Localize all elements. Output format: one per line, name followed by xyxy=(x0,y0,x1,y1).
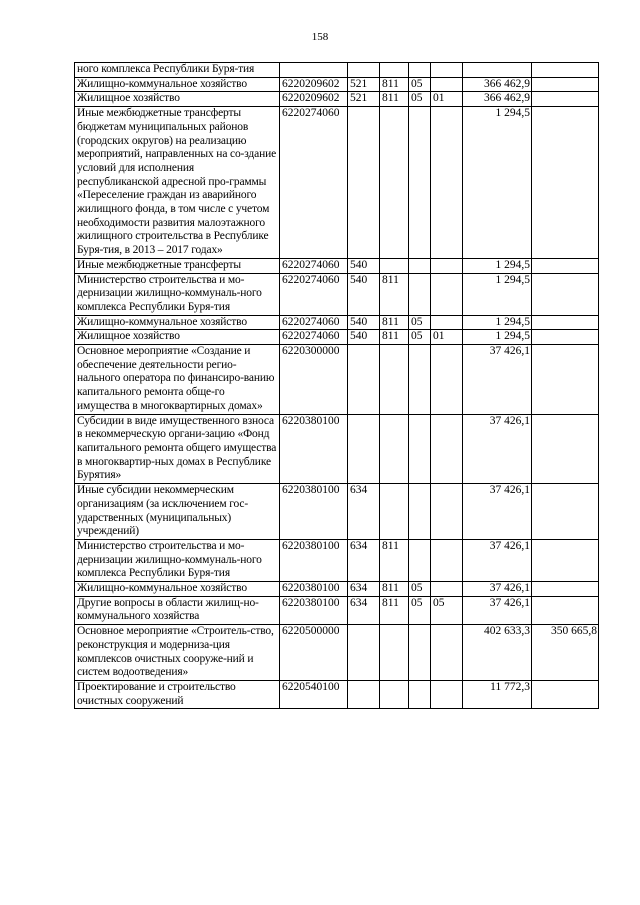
table-row xyxy=(75,484,599,540)
subsection-code-cell xyxy=(431,77,463,92)
subsection-code-cell: 01 xyxy=(431,330,463,345)
ministry-code-cell: 811 xyxy=(380,330,409,345)
section-code-cell xyxy=(409,273,431,315)
expense-type-code-cell xyxy=(348,107,380,259)
table-row xyxy=(75,680,599,708)
row-name-cell: Жилищно-коммунальное хозяйство xyxy=(75,77,280,92)
section-code-cell xyxy=(409,414,431,484)
amount-federal-cell xyxy=(532,330,599,345)
target-article-code-cell: 6220274060 xyxy=(280,107,348,259)
amount-cell: 402 633,3 xyxy=(463,625,532,681)
amount-federal-cell xyxy=(532,273,599,315)
page-number: 158 xyxy=(311,31,329,43)
amount-federal-cell: 350 665,8 xyxy=(532,625,599,681)
ministry-code-cell: 811 xyxy=(380,92,409,107)
budget-table xyxy=(74,62,599,709)
row-name-cell: Жилищное хозяйство xyxy=(75,92,280,107)
expense-type-code-cell: 521 xyxy=(348,77,380,92)
target-article-code-cell: 6220209602 xyxy=(280,92,348,107)
amount-cell: 37 426,1 xyxy=(463,345,532,415)
amount-federal-cell xyxy=(532,539,599,581)
expense-type-code-cell xyxy=(348,345,380,415)
target-article-code-cell: 6220540100 xyxy=(280,680,348,708)
expense-type-code-cell: 540 xyxy=(348,273,380,315)
section-code-cell xyxy=(409,107,431,259)
expense-type-code-cell: 540 xyxy=(348,315,380,330)
section-code-cell xyxy=(409,345,431,415)
amount-federal-cell xyxy=(532,680,599,708)
subsection-code-cell xyxy=(431,582,463,597)
amount-cell: 11 772,3 xyxy=(463,680,532,708)
amount-cell: 37 426,1 xyxy=(463,484,532,540)
amount-federal-cell xyxy=(532,414,599,484)
target-article-code-cell: 6220274060 xyxy=(280,258,348,273)
ministry-code-cell xyxy=(380,625,409,681)
section-code-cell: 05 xyxy=(409,92,431,107)
amount-federal-cell xyxy=(532,484,599,540)
target-article-code-cell xyxy=(280,63,348,78)
amount-federal-cell xyxy=(532,63,599,78)
row-name-cell: Жилищно-коммунальное хозяйство xyxy=(75,582,280,597)
subsection-code-cell: 05 xyxy=(431,596,463,624)
table-row xyxy=(75,92,599,107)
expense-type-code-cell xyxy=(348,63,380,78)
expense-type-code-cell: 634 xyxy=(348,582,380,597)
section-code-cell xyxy=(409,484,431,540)
ministry-code-cell xyxy=(380,345,409,415)
table-row xyxy=(75,107,599,259)
target-article-code-cell: 6220380100 xyxy=(280,539,348,581)
amount-cell: 1 294,5 xyxy=(463,107,532,259)
amount-cell: 366 462,9 xyxy=(463,92,532,107)
row-name-cell: Иные межбюджетные трансферты xyxy=(75,258,280,273)
amount-cell: 366 462,9 xyxy=(463,77,532,92)
table-row xyxy=(75,345,599,415)
target-article-code-cell: 6220209602 xyxy=(280,77,348,92)
amount-federal-cell xyxy=(532,582,599,597)
amount-cell: 1 294,5 xyxy=(463,315,532,330)
target-article-code-cell: 6220500000 xyxy=(280,625,348,681)
expense-type-code-cell: 521 xyxy=(348,92,380,107)
ministry-code-cell xyxy=(380,258,409,273)
section-code-cell: 05 xyxy=(409,77,431,92)
row-name-cell: Проектирование и строительство очистных сооружений xyxy=(75,680,280,708)
table-row xyxy=(75,414,599,484)
row-name-cell: Иные субсидии некоммерческим организациям (за исключением гос-ударственных (муниципальных) учреждений) xyxy=(75,484,280,540)
amount-federal-cell xyxy=(532,596,599,624)
subsection-code-cell xyxy=(431,63,463,78)
section-code-cell: 05 xyxy=(409,582,431,597)
section-code-cell: 05 xyxy=(409,315,431,330)
section-code-cell xyxy=(409,539,431,581)
section-code-cell xyxy=(409,625,431,681)
ministry-code-cell xyxy=(380,107,409,259)
target-article-code-cell: 6220380100 xyxy=(280,582,348,597)
row-name-cell: Жилищное хозяйство xyxy=(75,330,280,345)
amount-cell: 1 294,5 xyxy=(463,330,532,345)
expense-type-code-cell xyxy=(348,680,380,708)
ministry-code-cell xyxy=(380,680,409,708)
ministry-code-cell xyxy=(380,414,409,484)
table-body xyxy=(75,63,599,709)
ministry-code-cell xyxy=(380,484,409,540)
row-name-cell: ного комплекса Республики Буря-тия xyxy=(75,63,280,78)
target-article-code-cell: 6220274060 xyxy=(280,330,348,345)
expense-type-code-cell: 634 xyxy=(348,484,380,540)
subsection-code-cell xyxy=(431,414,463,484)
row-name-cell: Субсидии в виде имущественного взноса в некоммерческую органи-зацию «Фонд капитального ремонта общего имущества в многоквартир-ных домах в Республике Бурятия» xyxy=(75,414,280,484)
amount-cell: 37 426,1 xyxy=(463,414,532,484)
table-row xyxy=(75,315,599,330)
amount-federal-cell xyxy=(532,315,599,330)
expense-type-code-cell xyxy=(348,625,380,681)
section-code-cell xyxy=(409,680,431,708)
ministry-code-cell xyxy=(380,63,409,78)
table-row xyxy=(75,77,599,92)
expense-type-code-cell: 540 xyxy=(348,330,380,345)
target-article-code-cell: 6220380100 xyxy=(280,484,348,540)
row-name-cell: Министерство строительства и мо-дернизации жилищно-коммуналь-ного комплекса Республики Буря-тия xyxy=(75,539,280,581)
expense-type-code-cell: 634 xyxy=(348,596,380,624)
amount-federal-cell xyxy=(532,258,599,273)
target-article-code-cell: 6220380100 xyxy=(280,414,348,484)
expense-type-code-cell: 540 xyxy=(348,258,380,273)
ministry-code-cell: 811 xyxy=(380,582,409,597)
table-row xyxy=(75,596,599,624)
amount-cell: 37 426,1 xyxy=(463,539,532,581)
subsection-code-cell xyxy=(431,539,463,581)
row-name-cell: Основное мероприятие «Строитель-ство, реконструкция и модерниза-ция комплексов очистных сооруже-ний и систем водоотведения» xyxy=(75,625,280,681)
expense-type-code-cell xyxy=(348,414,380,484)
subsection-code-cell: 01 xyxy=(431,92,463,107)
amount-cell: 37 426,1 xyxy=(463,582,532,597)
section-code-cell: 05 xyxy=(409,596,431,624)
section-code-cell xyxy=(409,258,431,273)
section-code-cell: 05 xyxy=(409,330,431,345)
expense-type-code-cell: 634 xyxy=(348,539,380,581)
ministry-code-cell: 811 xyxy=(380,315,409,330)
subsection-code-cell xyxy=(431,107,463,259)
target-article-code-cell: 6220274060 xyxy=(280,273,348,315)
amount-federal-cell xyxy=(532,92,599,107)
table-row xyxy=(75,539,599,581)
subsection-code-cell xyxy=(431,273,463,315)
target-article-code-cell: 6220300000 xyxy=(280,345,348,415)
row-name-cell: Другие вопросы в области жилищ-но-коммунального хозяйства xyxy=(75,596,280,624)
table-row xyxy=(75,625,599,681)
table-row xyxy=(75,330,599,345)
row-name-cell: Министерство строительства и мо-дернизации жилищно-коммуналь-ного комплекса Республики Буря-тия xyxy=(75,273,280,315)
row-name-cell: Жилищно-коммунальное хозяйство xyxy=(75,315,280,330)
amount-cell: 1 294,5 xyxy=(463,273,532,315)
amount-cell xyxy=(463,63,532,78)
subsection-code-cell xyxy=(431,345,463,415)
amount-cell: 37 426,1 xyxy=(463,596,532,624)
target-article-code-cell: 6220274060 xyxy=(280,315,348,330)
ministry-code-cell: 811 xyxy=(380,77,409,92)
subsection-code-cell xyxy=(431,484,463,540)
row-name-cell: Иные межбюджетные трансферты бюджетам муниципальных районов (городских округов) на реализацию мероприятий, направленных на со-здание условий для исполнения республиканской адресной про-граммы «Переселение граждан из аварийного жилищного фонда, в том числе с учетом необходимости развития малоэтажного жилищного строительства в Республике Буря-тия, в 2013 – 2017 годах» xyxy=(75,107,280,259)
amount-cell: 1 294,5 xyxy=(463,258,532,273)
table-row xyxy=(75,273,599,315)
table-row xyxy=(75,582,599,597)
subsection-code-cell xyxy=(431,680,463,708)
amount-federal-cell xyxy=(532,107,599,259)
subsection-code-cell xyxy=(431,258,463,273)
amount-federal-cell xyxy=(532,77,599,92)
target-article-code-cell: 6220380100 xyxy=(280,596,348,624)
table-row xyxy=(75,258,599,273)
amount-federal-cell xyxy=(532,345,599,415)
subsection-code-cell xyxy=(431,625,463,681)
ministry-code-cell: 811 xyxy=(380,273,409,315)
ministry-code-cell: 811 xyxy=(380,596,409,624)
ministry-code-cell: 811 xyxy=(380,539,409,581)
subsection-code-cell xyxy=(431,315,463,330)
table-row xyxy=(75,63,599,78)
row-name-cell: Основное мероприятие «Создание и обеспечение деятельности регио-нального оператора по финансиро-ванию капитального ремонта обще-го имущества в многоквартирных домах» xyxy=(75,345,280,415)
section-code-cell xyxy=(409,63,431,78)
